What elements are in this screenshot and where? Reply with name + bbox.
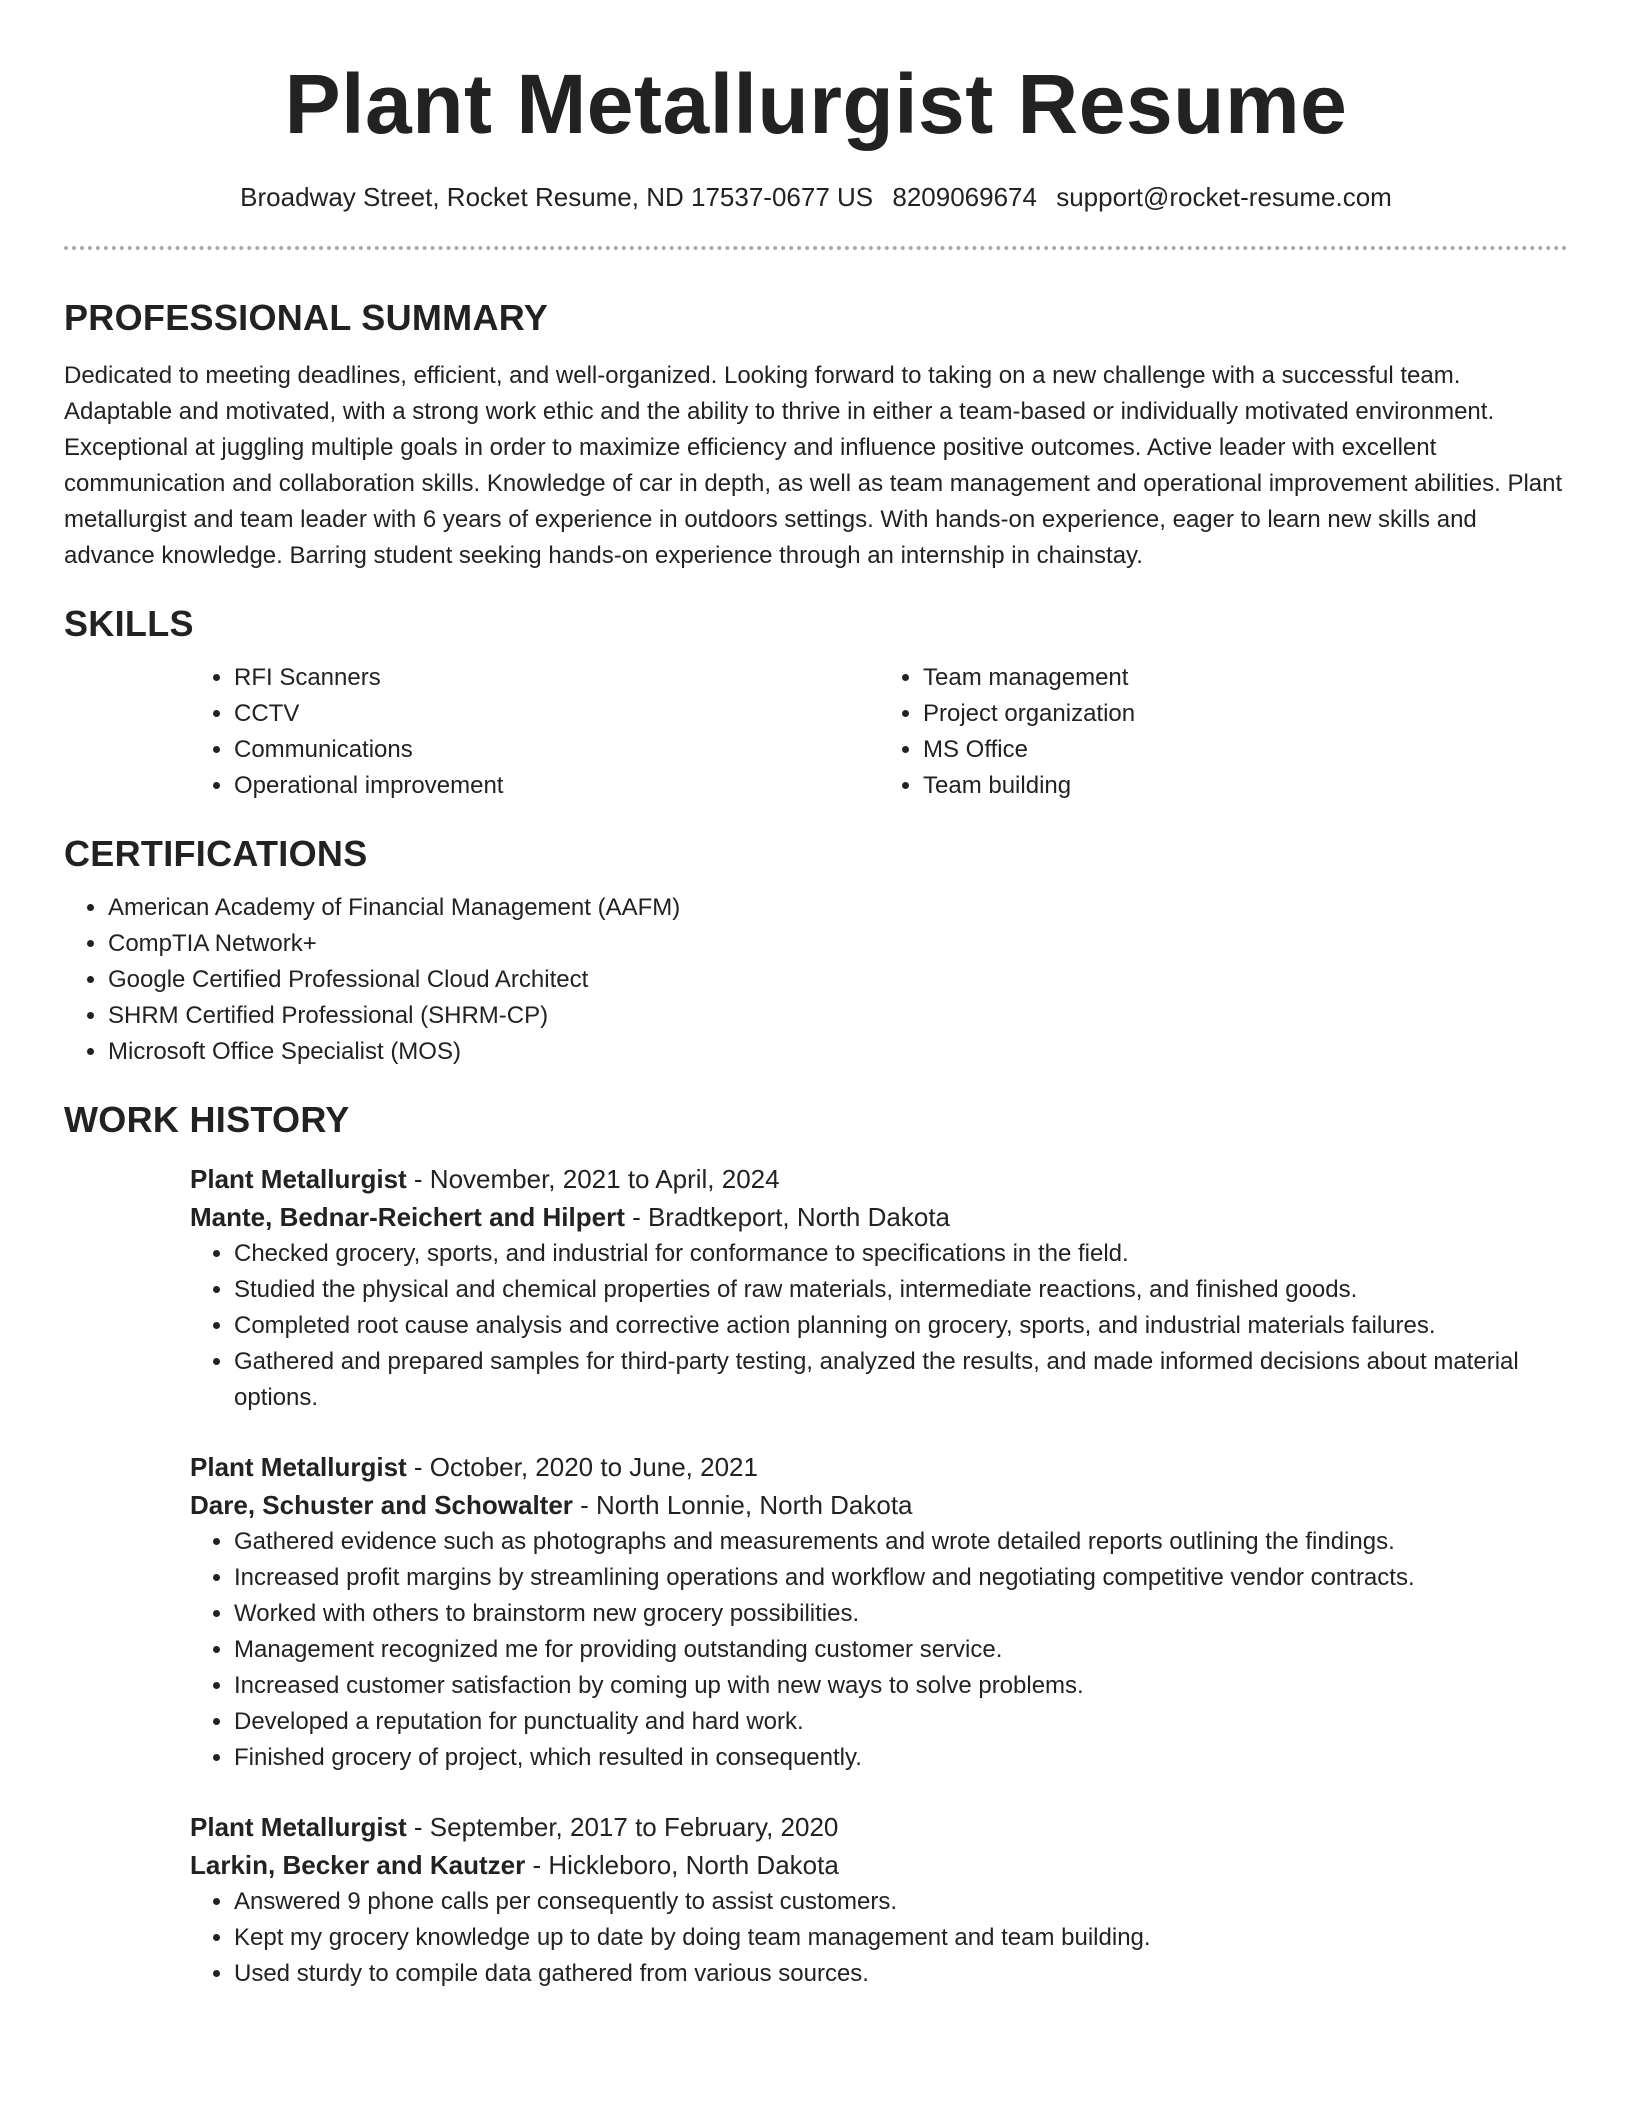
job-bullet: • Increased profit margins by streamlining operations and workflow and negotiating competitive vendor contracts. (234, 1560, 1568, 1596)
resume-page (64, 0, 1568, 1992)
skill-item: • RFI Scanners (234, 660, 879, 696)
skills-heading: SKILLS (64, 603, 194, 644)
job-bullet: • Answered 9 phone calls per consequently to assist customers. (234, 1884, 1568, 1920)
skill-item: • CCTV (234, 696, 879, 732)
certifications-heading: CERTIFICATIONS (64, 833, 368, 874)
phone-text: 8209069674 (892, 182, 1037, 212)
job-entry (190, 1160, 1568, 1416)
job-bullet: • Finished grocery of project, which resulted in consequently. (234, 1740, 1568, 1776)
skill-item: • Operational improvement (234, 768, 879, 804)
work-history-section (64, 1098, 1568, 1992)
resume-title: Plant Metallurgist Resume (284, 57, 1348, 151)
summary-section (64, 296, 1568, 574)
job-bullets (190, 1524, 1568, 1776)
job-location: - Hickleboro, North Dakota (525, 1850, 839, 1880)
job-bullet: • Increased customer satisfaction by coming up with new ways to solve problems. (234, 1668, 1568, 1704)
job-location: - Bradtkeport, North Dakota (624, 1202, 950, 1232)
job-bullet: • Gathered evidence such as photographs and measurements and wrote detailed reports outlining the findings. (234, 1524, 1568, 1560)
skill-item: • MS Office (923, 732, 1568, 768)
job-title-line (190, 1160, 1568, 1198)
skill-item: • Project organization (923, 696, 1568, 732)
job-role: Plant Metallurgist (190, 1452, 407, 1482)
job-dates: - October, 2020 to June, 2021 (406, 1452, 758, 1482)
certification-item: • CompTIA Network+ (108, 926, 1568, 962)
job-bullet: • Worked with others to brainstorm new grocery possibilities. (234, 1596, 1568, 1632)
skills-section (64, 602, 1568, 804)
certifications-section (64, 832, 1568, 1070)
work-history-heading: WORK HISTORY (64, 1099, 350, 1140)
job-company: Larkin, Becker and Kautzer (190, 1850, 526, 1880)
job-bullets (190, 1236, 1568, 1416)
job-dates: - November, 2021 to April, 2024 (406, 1164, 780, 1194)
job-bullet: • Studied the physical and chemical properties of raw materials, intermediate reactions, and finished goods. (234, 1272, 1568, 1308)
address-text: Broadway Street, Rocket Resume, ND 17537-0677 US (240, 182, 874, 212)
job-title-line (190, 1808, 1568, 1846)
job-bullet: • Management recognized me for providing outstanding customer service. (234, 1632, 1568, 1668)
job-company-line (190, 1846, 1568, 1884)
skill-item: • Communications (234, 732, 879, 768)
job-title-line (190, 1448, 1568, 1486)
certifications-list (64, 890, 1568, 1070)
job-entry (190, 1808, 1568, 1992)
skill-item: • Team management (923, 660, 1568, 696)
certification-item: • American Academy of Financial Management (AAFM) (108, 890, 1568, 926)
job-bullet: • Checked grocery, sports, and industrial for conformance to specifications in the field. (234, 1236, 1568, 1272)
job-company: Dare, Schuster and Schowalter (190, 1490, 573, 1520)
job-company-line (190, 1198, 1568, 1236)
skills-list-right (879, 660, 1568, 804)
job-company-line (190, 1486, 1568, 1524)
certification-item: • Microsoft Office Specialist (MOS) (108, 1034, 1568, 1070)
job-bullet: • Kept my grocery knowledge up to date by doing team management and team building. (234, 1920, 1568, 1956)
certification-item: • Google Certified Professional Cloud Architect (108, 962, 1568, 998)
job-role: Plant Metallurgist (190, 1164, 407, 1194)
job-company: Mante, Bednar-Reichert and Hilpert (190, 1202, 625, 1232)
email-link[interactable]: support@rocket-resume.com (1056, 182, 1392, 212)
skills-list-left (190, 660, 879, 804)
summary-text: Dedicated to meeting deadlines, efficient, and well-organized. Looking forward to taking on a new challenge with a successful team. Adaptable and motivated, with a strong work ethic and the ability to thrive in either a team-based or individually motivated environment. Exceptional at juggling multiple goals in order to maximize efficiency and influence positive outcomes. Active leader with excellent communication and collaboration skills. Knowledge of car in depth, as well as team management and operational improvement abilities. Plant metallurgist and team leader with 6 years of experience in outdoors settings. With hands-on experience, eager to learn new skills and advance knowledge. Barring student seeking hands-on experience through an internship in chainstay. (64, 362, 1563, 569)
job-bullet: • Developed a reputation for punctuality and hard work. (234, 1704, 1568, 1740)
job-bullet: • Used sturdy to compile data gathered from various sources. (234, 1956, 1568, 1992)
contact-line (64, 180, 1568, 214)
job-entry (190, 1448, 1568, 1776)
job-bullet: • Completed root cause analysis and corrective action planning on grocery, sports, and industrial materials failures. (234, 1308, 1568, 1344)
job-location: - North Lonnie, North Dakota (572, 1490, 913, 1520)
skills-columns (190, 660, 1568, 804)
job-bullets (190, 1884, 1568, 1992)
summary-heading: PROFESSIONAL SUMMARY (64, 297, 549, 338)
job-dates: - September, 2017 to February, 2020 (406, 1812, 839, 1842)
job-bullet: • Gathered and prepared samples for third-party testing, analyzed the results, and made informed decisions about material options. (234, 1344, 1568, 1416)
job-role: Plant Metallurgist (190, 1812, 407, 1842)
header-divider (64, 246, 1568, 250)
certification-item: • SHRM Certified Professional (SHRM-CP) (108, 998, 1568, 1034)
skill-item: • Team building (923, 768, 1568, 804)
